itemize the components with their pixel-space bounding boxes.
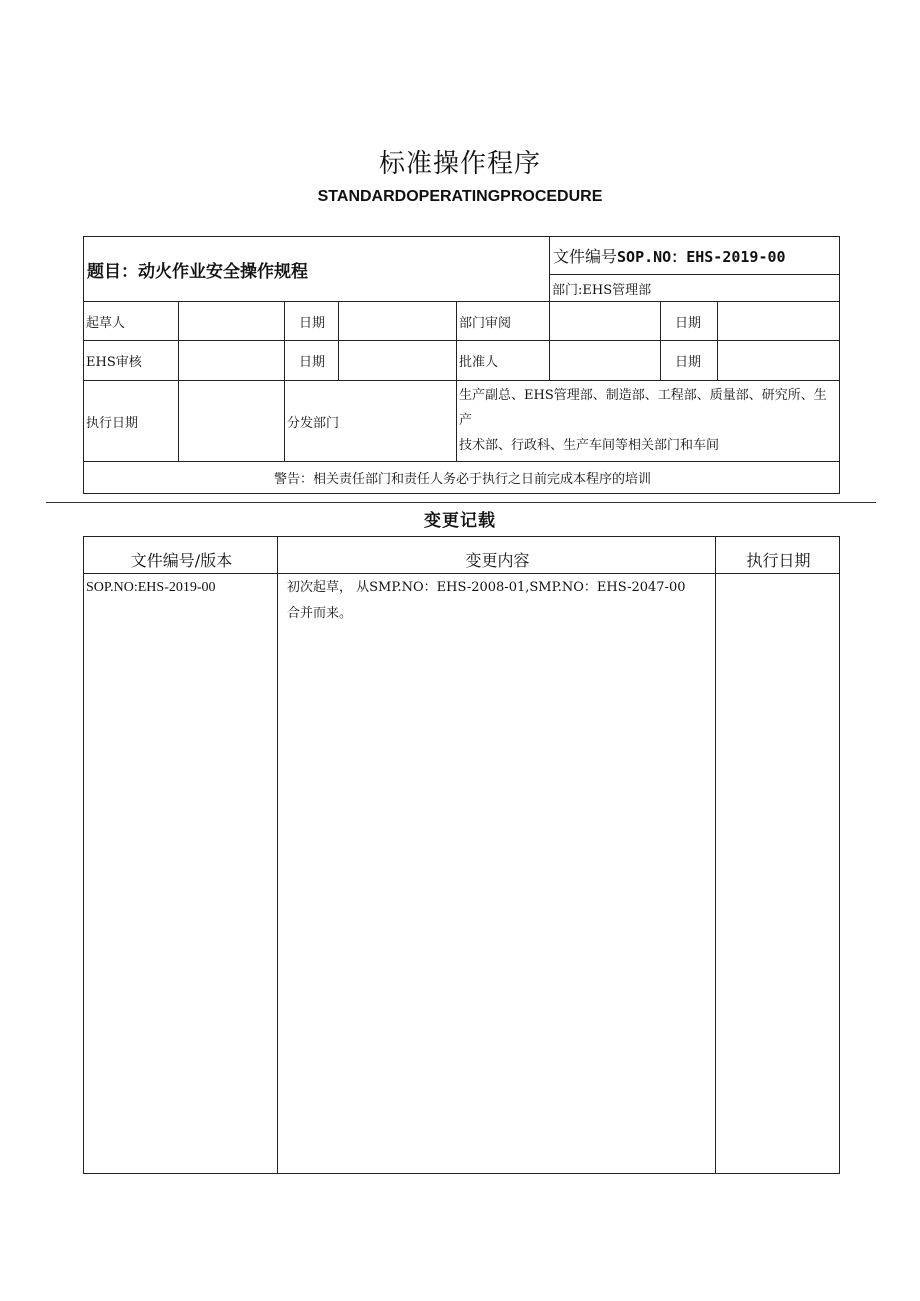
- change-content-line: 合并而来。: [287, 606, 353, 621]
- date-value: [718, 341, 840, 381]
- date-label: 日期: [285, 341, 339, 381]
- column-header-date: 执行日期: [716, 537, 840, 574]
- dept-review-value: [550, 302, 661, 341]
- document-title-english: STANDARDOPERATINGPROCEDURE: [317, 188, 603, 205]
- section-divider: [46, 502, 876, 503]
- distribution-line: 技术部、行政科、生产车间等相关部门和车间: [459, 438, 720, 453]
- distribution-line: 生产副总、EHS管理部、制造部、工程部、质量部、研究所、生产: [459, 388, 827, 428]
- document-number-value: SOP.NO：EHS-2019-00: [617, 248, 786, 266]
- ehs-review-value: [179, 341, 285, 381]
- drafter-label: 起草人: [84, 302, 179, 341]
- date-label: 日期: [661, 302, 718, 341]
- training-warning: 警告：相关责任部门和责任人务必于执行之日前完成本程序的培训: [84, 462, 840, 494]
- change-date: [716, 574, 840, 1174]
- distribution-list: [457, 381, 840, 462]
- effective-date-label: 执行日期: [84, 381, 179, 462]
- change-record-title: 变更记载: [424, 511, 496, 531]
- drafter-value: [179, 302, 285, 341]
- document-number: [550, 237, 840, 275]
- dept-review-label: 部门审阅: [457, 302, 550, 341]
- document-subject: 题目：动火作业安全操作规程: [84, 237, 550, 302]
- distribution-label: 分发部门: [285, 381, 457, 462]
- effective-date-value: [179, 381, 285, 462]
- change-content-line: 初次起草， 从SMP.NO：EHS-2008-01,SMP.NO：EHS-2047-00: [287, 580, 686, 595]
- date-label: 日期: [285, 302, 339, 341]
- column-header-version: 文件编号/版本: [84, 537, 278, 574]
- change-record-table: [83, 536, 840, 1174]
- table-row: [84, 574, 840, 1174]
- department: 部门:EHS管理部: [550, 275, 840, 302]
- date-value: [718, 302, 840, 341]
- date-value: [339, 341, 457, 381]
- document-title: 标准操作程序: [378, 149, 541, 179]
- approver-label: 批准人: [457, 341, 550, 381]
- column-header-content: 变更内容: [278, 537, 716, 574]
- approver-value: [550, 341, 661, 381]
- change-version: SOP.NO:EHS-2019-00: [84, 574, 278, 1174]
- date-value: [339, 302, 457, 341]
- document-header-table: [83, 236, 840, 494]
- date-label: 日期: [661, 341, 718, 381]
- document-number-label: 文件编号: [553, 247, 618, 266]
- ehs-review-label: EHS审核: [84, 341, 179, 381]
- change-content: [278, 574, 716, 1174]
